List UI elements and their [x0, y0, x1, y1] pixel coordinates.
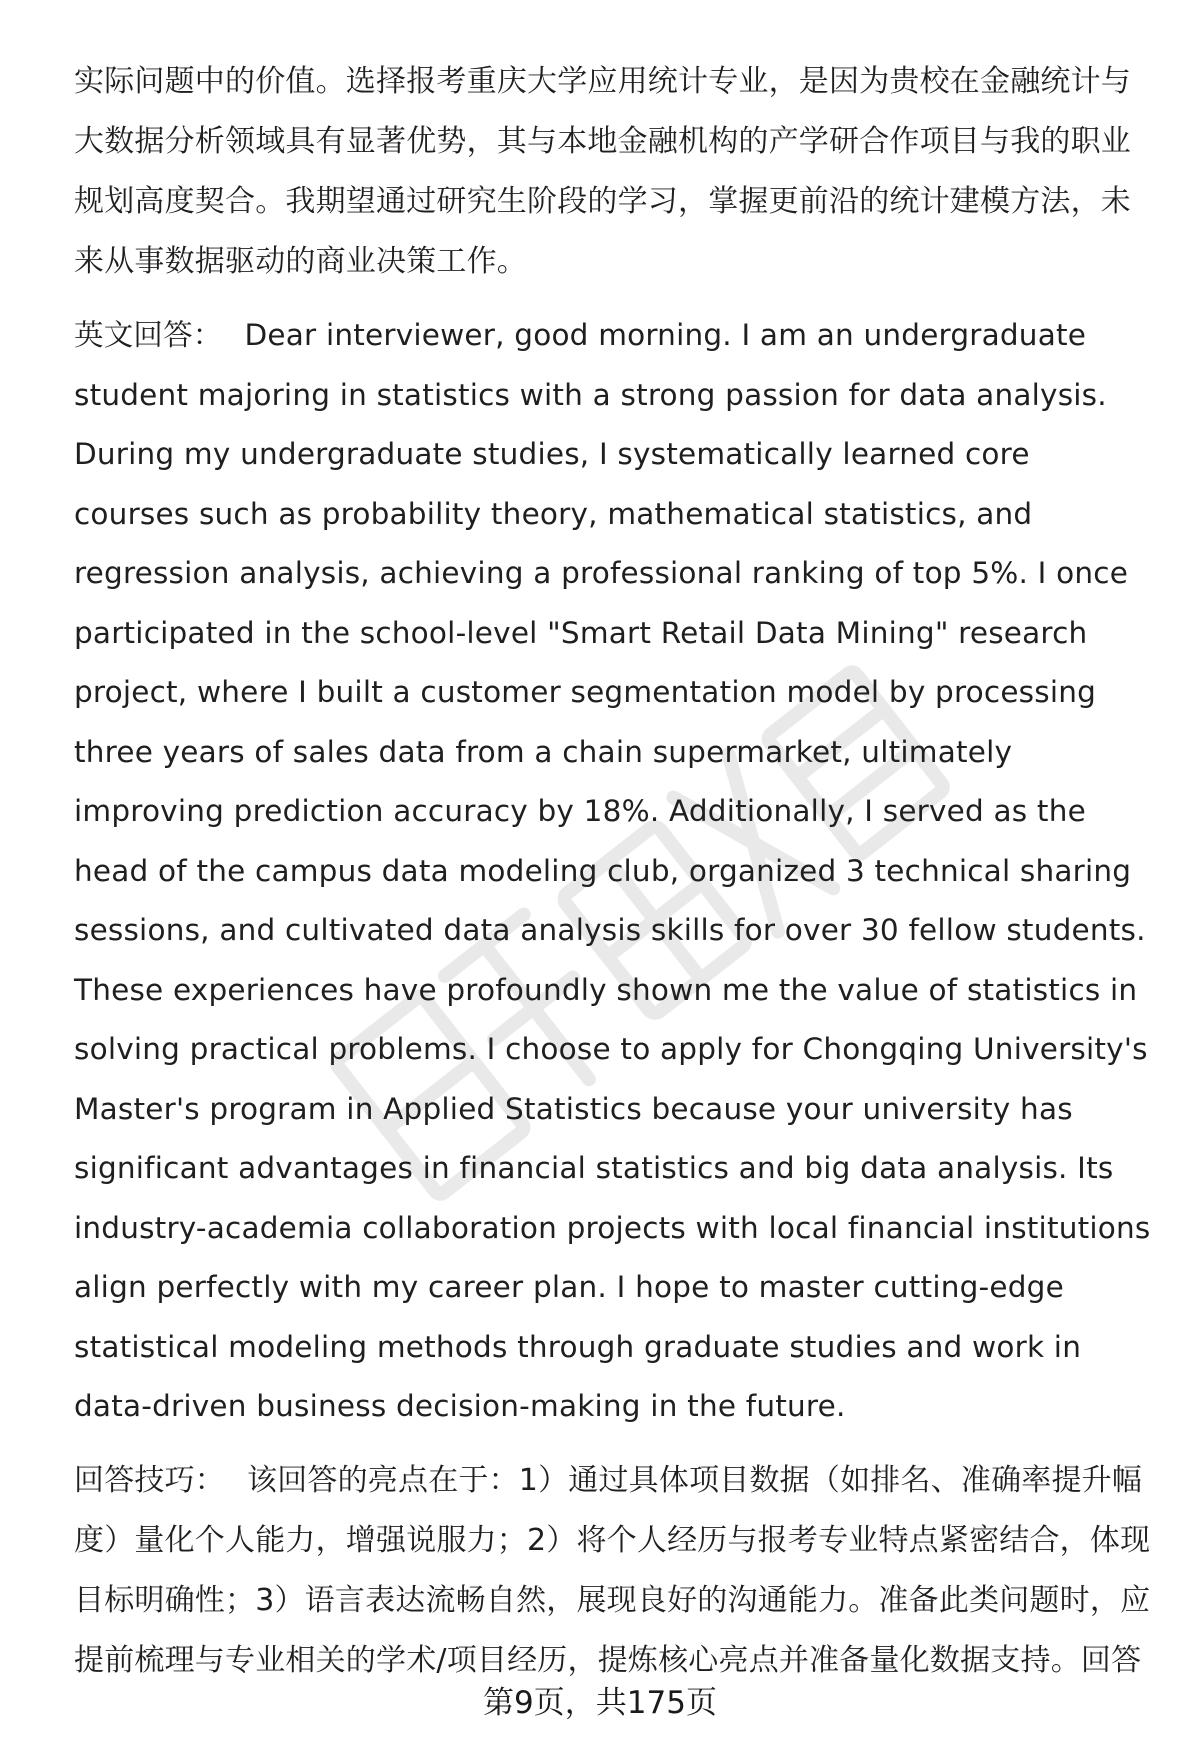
paragraph-english-answer: [74, 306, 1154, 1437]
page-number-footer: 第9页，共175页: [483, 1685, 717, 1721]
paragraph-answer-tips: [74, 1451, 1154, 1691]
english-answer-text: Dear interviewer, good morning. I am an undergraduate student majoring in statistics with a strong passion for data analysis. During my undergraduate studies, I systematically learned core courses such as probability theory, mathematical statistics, and regression analysis, achieving a professional ranking of top 5%. I once participated in the school-level "Smart Retail Data Mining" research project, where I built a customer segmentation model by processing three years of sales data from a chain supermarket, ultimately improving prediction accuracy by 18%. Additionally, I served as the head of the campus data modeling club, organized 3 technical sharing sessions, and cultivated data analysis skills for over 30 fellow students. These experiences have profoundly shown me the value of statistics in solving practical problems. I choose to apply for Chongqing University's Master's program in Applied Statistics because your university has significant advantages in financial statistics and big data analysis. Its industry-academia collaboration projects with local financial institutions align perfectly with my career plan. I hope to master cutting-edge statistical modeling methods through graduate studies and work in data-driven business decision-making in the future.: [74, 318, 1151, 1423]
document-body: [74, 52, 1154, 1691]
english-answer-label: 英文回答：: [74, 318, 223, 352]
paragraph-chinese-continuation: 实际问题中的价值。选择报考重庆大学应用统计专业，是因为贵校在金融统计与大数据分析领域具有显著优势，其与本地金融机构的产学研合作项目与我的职业规划高度契合。我期望通过研究生阶段的学习，掌握更前沿的统计建模方法，未来从事数据驱动的商业决策工作。: [74, 64, 1131, 279]
tips-label: 回答技巧：: [74, 1462, 225, 1498]
tips-text: 该回答的亮点在于：1）通过具体项目数据（如排名、准确率提升幅度）量化个人能力，增强说服力；2）将个人经历与报考专业特点紧密结合，体现目标明确性；3）语言表达流畅自然，展现良好的沟通能力。准备此类问题时，应提前梳理与专业相关的学术/项目经历，提炼核心亮点并准备量化数据支持。回答: [74, 1462, 1151, 1678]
